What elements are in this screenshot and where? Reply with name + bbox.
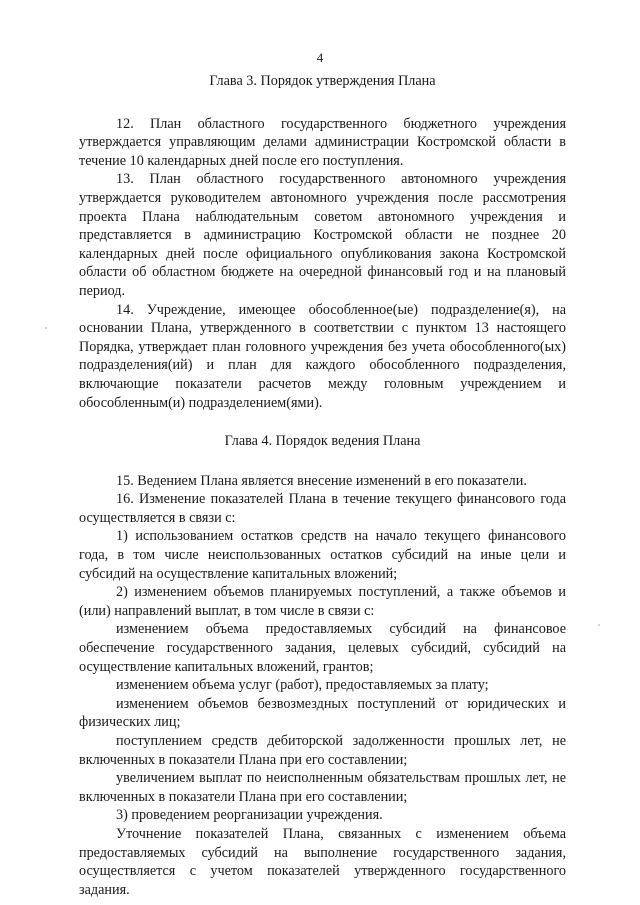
- list-item-3: 3) проведением реорганизации учреждения.: [116, 807, 383, 824]
- chapter-3-title: Глава 3. Порядок утверждения Плана: [209, 73, 436, 89]
- list-item-1: 1) использованием остатков средств на начало текущего финансового года, в том числе неиспользованных остатков субсидий на иные цели и субсидий на осуществление капитальных вложений;: [79, 528, 566, 582]
- paragraph-12: 12. План областного государственного бюджетного учреждения утверждается управляющим делами администрации Костромской области в течение 10 календарных дней после его поступления.: [79, 115, 566, 169]
- scan-speck: [45, 327, 47, 329]
- paragraph-14: 14. Учреждение, имеющее обособленное(ые) подразделение(я), на основании Плана, утвержденного в соответствии с пунктом 13 настоящего Порядка, утверждает план головного учреждения без учета обособленного(ых) подразделения(ий) и план для каждого обособленного подразделения, включающие показатели расчетов между головным учреждением и обособленным(и) подразделением(ями).: [79, 301, 566, 411]
- paragraph-16: 16. Изменение показателей Плана в течение текущего финансового года осуществляется в связи с:: [79, 491, 566, 526]
- document-body: [79, 72, 566, 899]
- sub-item-subsidies: изменением объема предоставляемых субсидий на финансовое обеспечение государственного задания, целевых субсидий, субсидий на осуществление капитальных вложений, грантов;: [79, 621, 566, 675]
- chapter-4-section: [79, 472, 566, 900]
- list-item-2: 2) изменением объемов планируемых поступлений, а также объемов и (или) направлений выплат, в том числе в связи с:: [79, 584, 566, 619]
- sub-item-receivables: поступлением средств дебиторской задолженности прошлых лет, не включенных в показатели Плана при его составлении;: [79, 733, 566, 768]
- paragraph-15: 15. Ведением Плана является внесение изменений в его показатели.: [116, 472, 527, 489]
- sub-item-free-receipts: изменением объемов безвозмездных поступлений от юридических и физических лиц;: [79, 695, 566, 731]
- sub-item-obligations: увеличением выплат по неисполненным обязательствам прошлых лет, не включенных в показатели Плана при его составлении;: [79, 770, 566, 805]
- clarification-paragraph: Уточнение показателей Плана, связанных с изменением объема предоставляемых субсидий на выполнение государственного задания, осуществляется с учетом показателей утвержденного государственного задания.: [79, 825, 566, 898]
- chapter-3-section: [79, 115, 566, 413]
- paragraph-13: 13. План областного государственного автономного учреждения утверждается руководителем автономного учреждения после рассмотрения проекта Плана наблюдательным советом автономного учреждения и представляется в администрацию Костромской области не позднее 20 календарных дней после официального опубликования закона Костромской области об областном бюджете на очередной финансовый год и на плановый период.: [79, 171, 566, 299]
- chapter-4-title: Глава 4. Порядок ведения Плана: [224, 433, 421, 450]
- page-number: 4: [316, 50, 324, 65]
- sub-item-paid-services: изменением объема услуг (работ), предоставляемых за плату;: [116, 677, 489, 694]
- scan-speck: [598, 624, 600, 626]
